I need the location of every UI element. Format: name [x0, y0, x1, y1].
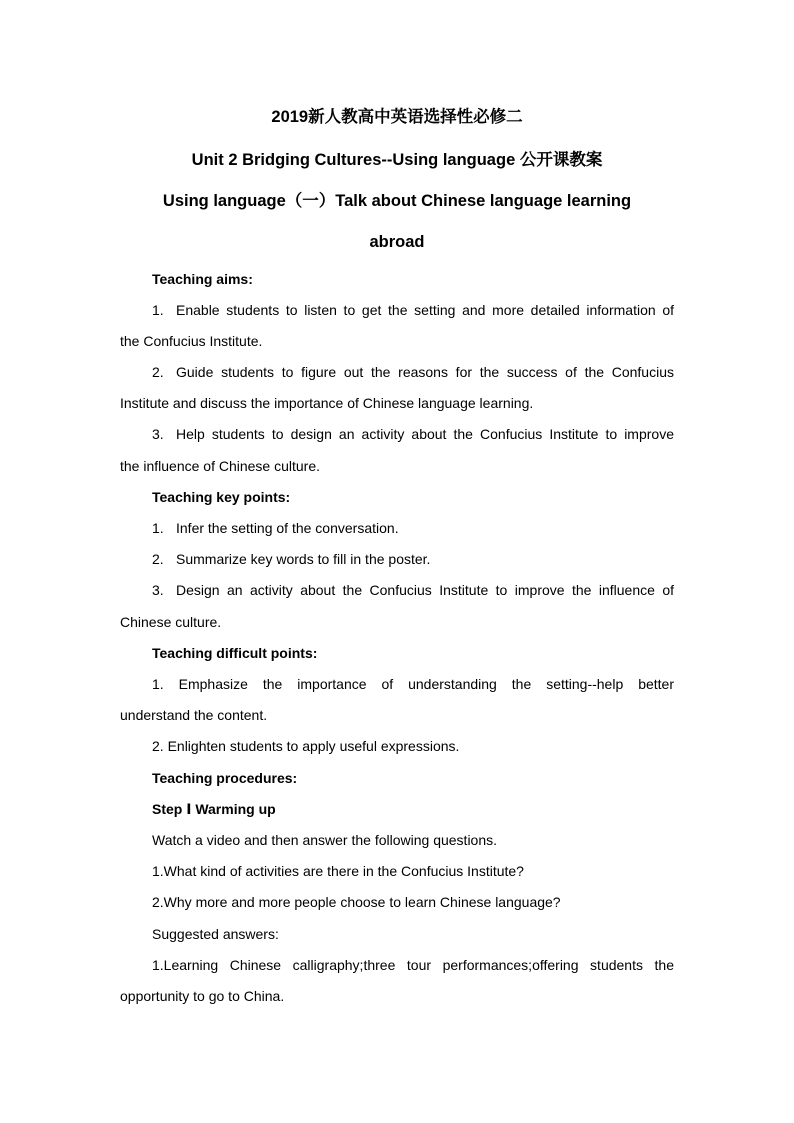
aim-2-line-1	[152, 363, 674, 381]
difficult-point-2: 2. Enlighten students to apply useful expressions.	[152, 738, 460, 754]
list-number: 2.	[152, 364, 164, 380]
lesson-title-continued: abroad	[369, 233, 425, 251]
aim-3-line-1	[152, 425, 674, 443]
lesson-title: Using language（一）Talk about Chinese language learning	[162, 192, 632, 210]
difficult-point-1-line-1: 1. Emphasize the importance of understanding the setting--help better	[152, 676, 674, 692]
key-point-text: Infer the setting of the conversation.	[176, 520, 399, 536]
key-point-text: Design an activity about the Confucius Institute to improve the influence of	[176, 582, 674, 598]
list-number: 1.	[152, 520, 164, 536]
key-point-3-line-2: Chinese culture.	[120, 614, 222, 630]
aim-1-line-1	[152, 301, 674, 319]
aim-2-line-2: Institute and discuss the importance of Chinese language learning.	[120, 395, 534, 411]
list-number: 3.	[152, 426, 164, 442]
key-point-2	[152, 550, 674, 568]
suggested-answers-label: Suggested answers:	[152, 926, 279, 942]
answer-1-line-1: 1.Learning Chinese calligraphy;three tour performances;offering students the	[152, 957, 674, 973]
teaching-aims-heading: Teaching aims:	[152, 271, 253, 287]
answer-1-line-2: opportunity to go to China.	[120, 988, 285, 1004]
list-number: 3.	[152, 582, 164, 598]
question-1: 1.What kind of activities are there in the Confucius Institute?	[152, 863, 524, 879]
key-points-heading: Teaching key points:	[152, 489, 291, 505]
document-title: 2019新人教高中英语选择性必修二	[271, 108, 523, 126]
list-number: 1.	[152, 302, 164, 318]
difficult-point-1-line-2: understand the content.	[120, 707, 268, 723]
question-2: 2.Why more and more people choose to learn Chinese language?	[152, 894, 561, 910]
key-point-1	[152, 519, 674, 537]
unit-title: Unit 2 Bridging Cultures--Using language 公开课教案	[191, 151, 603, 169]
list-number: 2.	[152, 551, 164, 567]
aim-text: Help students to design an activity about the Confucius Institute to improve	[176, 426, 674, 442]
difficult-points-heading: Teaching difficult points:	[152, 645, 318, 661]
key-point-3-line-1	[152, 581, 674, 599]
aim-3-line-2: the influence of Chinese culture.	[120, 458, 321, 474]
aim-1-line-2: the Confucius Institute.	[120, 333, 263, 349]
key-point-text: Summarize key words to fill in the poster.	[176, 551, 431, 567]
aim-text: Guide students to figure out the reasons for the success of the Confucius	[176, 364, 674, 380]
warmup-instruction: Watch a video and then answer the following questions.	[152, 832, 498, 848]
procedures-heading: Teaching procedures:	[152, 770, 298, 786]
aim-text: Enable students to listen to get the setting and more detailed information of	[176, 302, 674, 318]
step-1-heading: Step Ⅰ Warming up	[152, 801, 276, 817]
